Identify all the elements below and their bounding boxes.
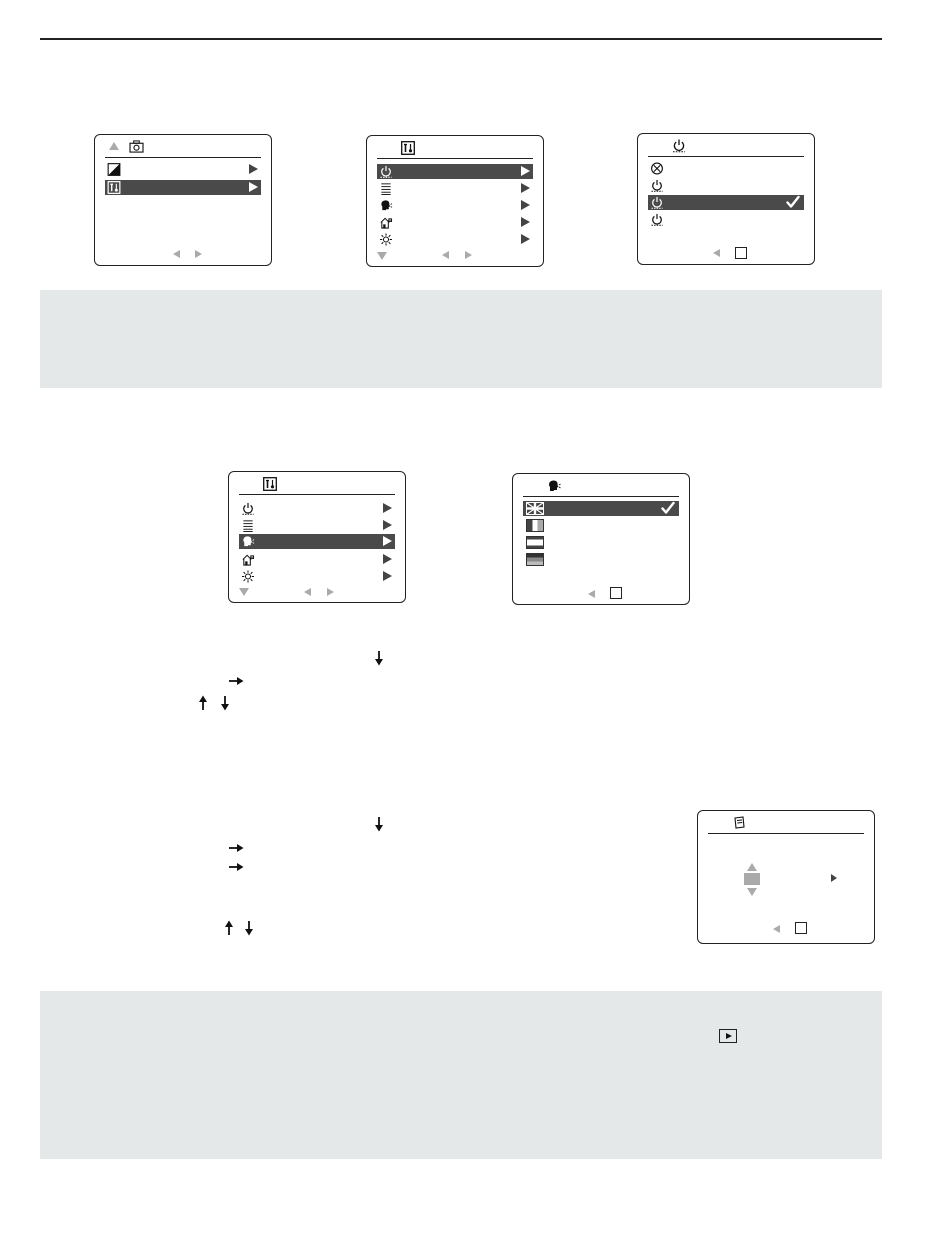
value-up-icon[interactable] bbox=[747, 863, 757, 871]
option-off[interactable] bbox=[648, 161, 804, 176]
lines-icon bbox=[379, 182, 393, 195]
nav-left-icon bbox=[773, 925, 780, 933]
date-field-block[interactable] bbox=[744, 873, 760, 885]
ok-box-icon bbox=[795, 922, 807, 934]
submenu-arrow-icon bbox=[521, 183, 530, 193]
screen-header bbox=[698, 811, 874, 835]
submenu-arrow-icon bbox=[383, 536, 392, 546]
nav-left-icon bbox=[304, 588, 311, 596]
house-icon bbox=[379, 216, 393, 229]
setup-tools-icon bbox=[107, 181, 121, 194]
brightness-icon bbox=[241, 570, 255, 583]
screen-header bbox=[95, 135, 271, 159]
power-icon bbox=[650, 196, 664, 209]
ok-box-icon bbox=[610, 587, 622, 599]
language-option-3[interactable] bbox=[523, 535, 679, 550]
submenu-arrow-icon bbox=[249, 182, 258, 192]
screen-header bbox=[229, 472, 405, 496]
setup-tools-icon bbox=[401, 141, 415, 155]
stripe-flag-icon bbox=[526, 536, 544, 549]
menu-item-lines[interactable] bbox=[239, 518, 395, 533]
nav-left-icon bbox=[173, 250, 180, 258]
submenu-arrow-icon bbox=[383, 503, 392, 513]
off-x-icon bbox=[650, 162, 664, 175]
submenu-arrow-icon bbox=[521, 166, 530, 176]
language-option-german[interactable] bbox=[523, 552, 679, 567]
play-icon bbox=[719, 1029, 737, 1043]
nav-right-icon bbox=[195, 250, 202, 258]
menu-item-house[interactable] bbox=[239, 552, 395, 567]
contrast-icon bbox=[107, 163, 121, 176]
submenu-arrow-icon bbox=[521, 234, 530, 244]
house-icon bbox=[241, 553, 255, 566]
submenu-arrow-icon bbox=[521, 217, 530, 227]
camera-icon bbox=[129, 140, 144, 153]
menu-item-auto-off[interactable] bbox=[239, 501, 395, 516]
menu-item-language[interactable] bbox=[377, 198, 533, 213]
french-flag-icon bbox=[526, 519, 544, 532]
menu-item-contrast[interactable] bbox=[105, 162, 261, 177]
next-field-icon[interactable] bbox=[831, 874, 837, 882]
nav-left-icon bbox=[713, 249, 720, 257]
language-option-english[interactable] bbox=[523, 501, 679, 516]
screen-header bbox=[367, 136, 543, 160]
language-head-icon bbox=[547, 479, 561, 493]
submenu-arrow-icon bbox=[521, 200, 530, 210]
main-menu-screen bbox=[94, 134, 272, 266]
brightness-icon bbox=[379, 233, 393, 246]
power-icon bbox=[241, 502, 255, 515]
power-icon bbox=[650, 213, 664, 226]
info-band-top bbox=[40, 290, 882, 388]
scroll-down-icon bbox=[239, 588, 249, 596]
auto-off-screen bbox=[637, 133, 815, 265]
setup-menu-screen bbox=[366, 135, 544, 267]
scroll-up-icon bbox=[109, 142, 119, 150]
menu-item-setup[interactable] bbox=[105, 180, 261, 195]
submenu-arrow-icon bbox=[383, 554, 392, 564]
down-arrow-icon bbox=[242, 920, 256, 936]
down-arrow-icon bbox=[372, 816, 386, 832]
nav-left-icon bbox=[442, 251, 449, 259]
german-flag-icon bbox=[526, 553, 544, 566]
right-arrow-icon bbox=[228, 860, 244, 874]
check-icon bbox=[786, 195, 800, 209]
setup-tools-icon bbox=[263, 477, 277, 491]
uk-flag-icon bbox=[526, 502, 544, 515]
up-arrow-icon bbox=[222, 920, 236, 936]
scroll-down-icon bbox=[377, 252, 387, 260]
info-band-bottom bbox=[40, 991, 882, 1159]
nav-left-icon bbox=[588, 590, 595, 598]
submenu-arrow-icon bbox=[383, 571, 392, 581]
nav-right-icon bbox=[327, 588, 334, 596]
power-icon bbox=[672, 138, 686, 153]
down-arrow-icon bbox=[372, 650, 386, 666]
language-screen bbox=[512, 473, 690, 605]
menu-item-house[interactable] bbox=[377, 215, 533, 230]
date-setting-screen bbox=[697, 810, 875, 944]
menu-item-brightness[interactable] bbox=[239, 569, 395, 584]
menu-item-auto-off[interactable] bbox=[377, 164, 533, 179]
top-rule bbox=[40, 38, 882, 40]
menu-item-brightness[interactable] bbox=[377, 232, 533, 247]
right-arrow-icon bbox=[228, 841, 244, 855]
language-head-icon bbox=[379, 199, 393, 212]
setup-menu-language-screen bbox=[228, 471, 406, 603]
lines-icon bbox=[241, 519, 255, 532]
right-arrow-icon bbox=[228, 674, 244, 688]
option-auto-off-2[interactable] bbox=[648, 195, 804, 210]
screen-header bbox=[513, 474, 689, 498]
menu-item-language[interactable] bbox=[239, 534, 395, 549]
down-arrow-icon bbox=[218, 695, 232, 711]
power-icon bbox=[650, 179, 664, 192]
value-down-icon[interactable] bbox=[747, 888, 757, 896]
nav-right-icon bbox=[465, 251, 472, 259]
option-auto-off-1[interactable] bbox=[648, 178, 804, 193]
screen-header bbox=[638, 134, 814, 158]
power-icon bbox=[379, 165, 393, 178]
language-option-french[interactable] bbox=[523, 518, 679, 533]
check-icon bbox=[661, 501, 675, 515]
menu-item-lines[interactable] bbox=[377, 181, 533, 196]
submenu-arrow-icon bbox=[383, 520, 392, 530]
up-arrow-icon bbox=[196, 695, 210, 711]
language-head-icon bbox=[241, 535, 255, 548]
submenu-arrow-icon bbox=[249, 164, 258, 174]
option-auto-off-3[interactable] bbox=[648, 212, 804, 227]
calendar-icon bbox=[732, 816, 746, 830]
ok-box-icon bbox=[735, 247, 747, 259]
